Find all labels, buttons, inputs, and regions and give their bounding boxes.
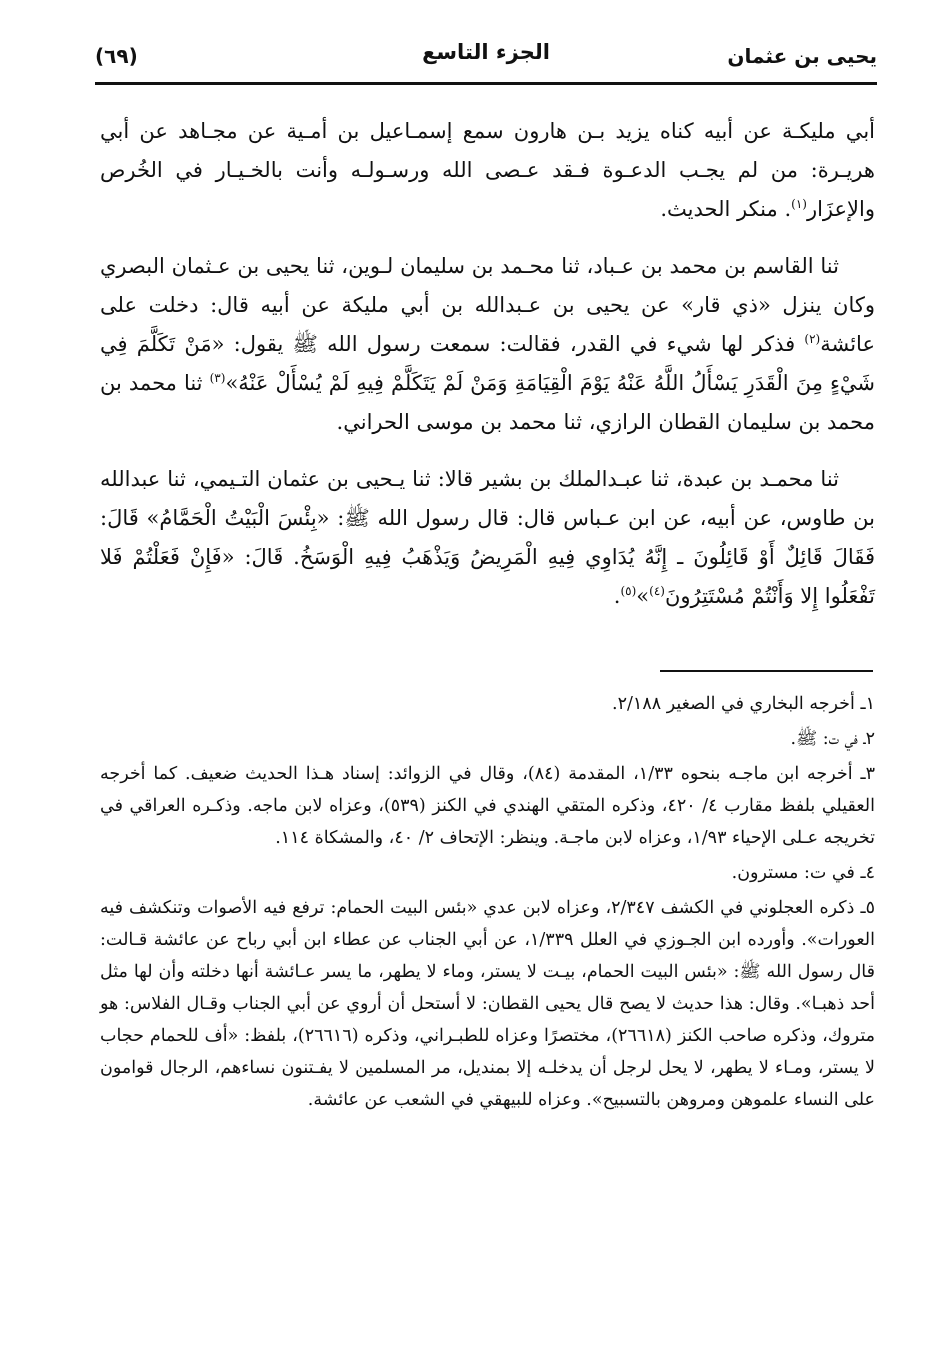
footnote-item [100,723,875,755]
footnote-text: في ت: ﷺ. [790,729,858,749]
footnote-ref: (٥) [620,584,637,598]
book-title: يحيى بن عثمان [727,44,877,68]
footnote-text: أخرجه البخاري في الصغير ٢/١٨٨. [612,694,855,714]
footnotes [100,688,875,1119]
footnote-number: ٢ـ [863,729,875,749]
paragraph-text: . منكر الحديث. [660,197,792,221]
header-rule [95,82,877,85]
footnote-text: أخرجه ابن ماجـه بنحوه ١/٣٣، المقدمة (٨٤)، وقال في الزوائد: إسناد هـذا الحديث ضعيف. كما أخرجه العقيلي بلفظ مقارب ٤/ ٤٢٠، وذكره المتقي الهندي في الكنز (٥٣٩)، وعزاه لابن ماجه. وذكـره العراقي في تخريجه عـلى الإحياء ١/٩٣، وعزاه لابن ماجـة. وينظر: الإتحاف ٢/ ٤٠، والمشكاة ١١٤. [100,764,875,848]
part-title: الجزء التاسع [422,40,550,64]
paragraph-3 [100,460,875,616]
footnote-item [100,892,875,1116]
footnote-ref: (٣) [209,371,226,385]
paragraph-text: ثنا محمد بن محمد بن سليمان القطان الرازي، ثنا محمد بن موسى الحراني. [100,371,875,434]
paragraph-text: أبي مليكـة عن أبيه كناه يزيد بـن هارون سمع إسمـاعيل بن أمـية عن مجـاهد عن أبي هريـرة: من لم يجـب الدعـوة فـقد عـصى الله ورسـولـه وأنت بالخـيـار في الخُرص والإعزَار [100,119,875,221]
footnote-ref: (١) [791,197,807,211]
page-number: (٦٩) [95,44,138,68]
footnote-ref: (٢) [804,332,821,346]
footnote-item [100,688,875,720]
main-text [100,112,875,634]
footnote-text: ذكره العجلوني في الكشف ٢/٣٤٧، وعزاه لابن عدي «بئس البيت الحمام: ترفع فيه الأصوات وتنكشف فيه العورات». وأورده ابن الجـوزي في العلل ١/٣٣٩، عن أبي الجناب عن عطاء ابن أبي رباح عن عائشة قـالت: قال رسول الله ﷺ: «بئس البيت الحمام، بيـت لا يستر، وماء لا يطهر، ما يسر عـائشة أنها دخلته وأن لها مثل أحد ذهبـا». وقال: هذا حديث لا يصح قال يحيى القطان: لا أستحل أن أروي عن أبي الجناب وقـال الفلاس: هو متروك، وذكره صاحب الكنز (٢٦٦١٨)، مختصرًا وعزاه للطبـراني، وذكره (٢٦٦١٦)، بلفظ: «أف للحمام حجاب لا يستر، ومـاء لا يطهر، لا يحل لرجل أن يدخلـه إلا بمنديل، مر المسلمين لا يفـتنون نساءهم، الرجال قوامون على النساء علموهن ومروهن بالتسبيح». وعزاه للبيهقي في الشعب عن عائشة. [100,898,875,1110]
footnote-number: ٣ـ [860,764,875,784]
footnote-ref: (٤) [649,584,665,598]
footnote-item [100,857,875,889]
paragraph-text: » [636,584,650,608]
footnote-number: ١ـ [860,694,875,714]
footnote-number: ٤ـ [860,863,875,883]
footnote-text: في ت: مسترون. [731,863,855,883]
paragraph-1 [100,112,875,229]
paragraph-text: ثنا محمـد بن عبدة، ثنا عبـدالملك بن بشير قالا: ثنا يـحيى بن عثمان التـيمي، ثنا عبدالله بن طاوس، عن أبيه، عن ابن عـباس قال: قال رسول الله ﷺ: «بِئْسَ الْبَيْتُ الْحَمَّامُ» قَالَ: فَقَالَ قَائِلٌ أَوْ قَائِلُونَ ـ إِنَّهُ يُدَاوِي فِيهِ الْمَرِيضُ وَيَذْهَبُ فِيهِ الْوَسَخُ. قَالَ: «فَإِنْ فَعَلْتُمْ فَلا تَفْعَلُوا إِلا وَأَنْتُمْ مُسْتَتِرُونَ [100,467,875,608]
footnote-number: ٥ـ [860,898,875,918]
paragraph-text: . [613,584,621,608]
footnote-separator [660,670,873,672]
page-header [95,38,877,78]
paragraph-text: فذكر لها شيء في القدر، فقالت: سمعت رسول الله ﷺ يقول: «مَنْ تَكَلَّمَ فِي شَيْءٍ مِنَ الْقَدَرِ يَسْأَلُ اللَّهُ عَنْهُ يَوْمَ الْقِيَامَةِ وَمَنْ لَمْ يَتَكَلَّمْ فِيهِ لَمْ يُسْأَلْ عَنْهُ» [100,332,875,395]
paragraph-2 [100,247,875,442]
footnote-item [100,758,875,854]
paragraph-text: ثنا القاسم بن محمد بن عـباد، ثنا محـمد بن سليمان لـوين، ثنا يحيى بن عـثمان البصري وكان ينزل «ذي قار» عن يحيى بن عـبدالله بن أبي مليكة عن أبيه قال: دخلت على عائشة [100,254,875,356]
